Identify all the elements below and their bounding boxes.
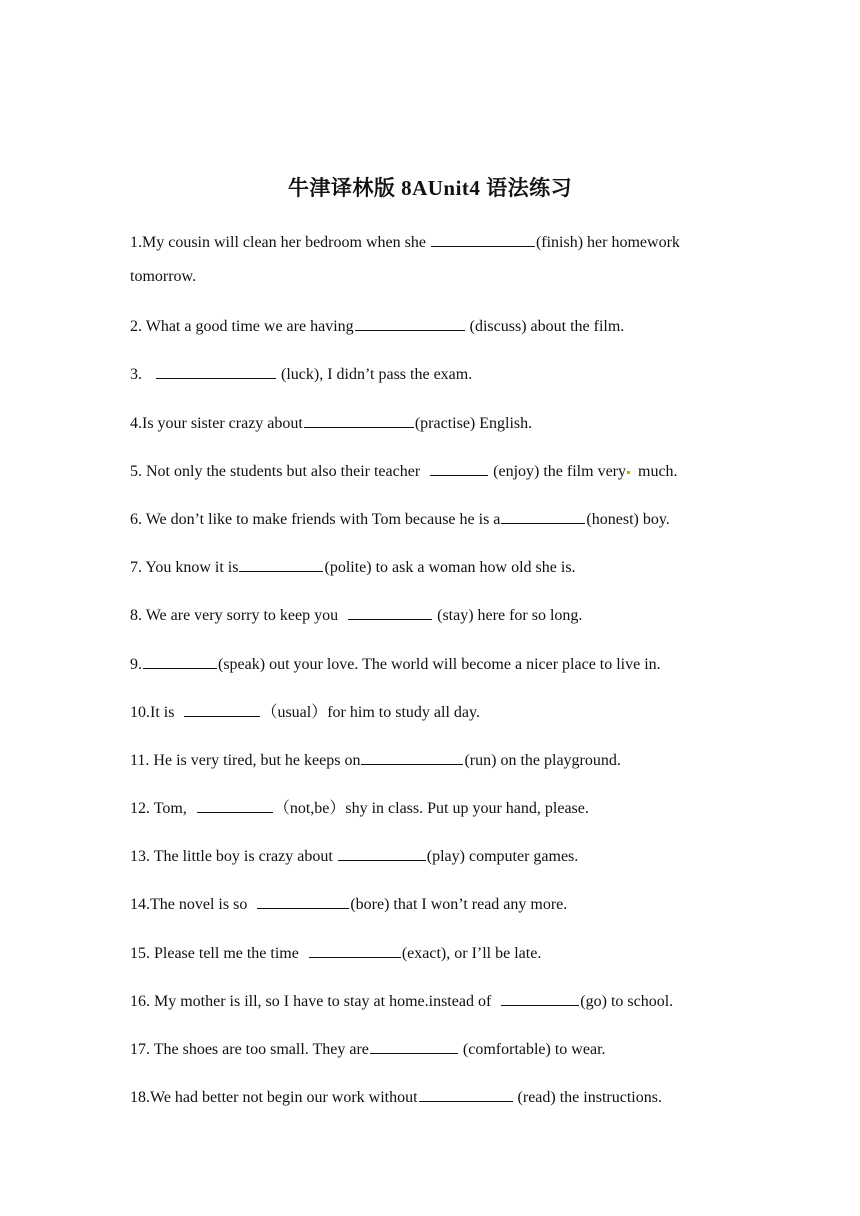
question-9: 9. (speak) out your love. The world will become a nicer place to live in. — [130, 651, 730, 675]
answer-blank[interactable] — [355, 313, 465, 331]
answer-blank[interactable] — [304, 410, 414, 428]
question-15: 15. Please tell me the time (exact), or I’ll be late. — [130, 940, 730, 964]
answer-blank[interactable] — [431, 229, 535, 247]
answer-blank[interactable] — [361, 747, 463, 765]
question-5: 5. Not only the students but also their teacher (enjoy) the film very much. — [130, 458, 730, 482]
question-17: 17. The shoes are too small. They are (comfortable) to wear. — [130, 1036, 730, 1060]
question-6: 6. We don’t like to make friends with Tom because he is a (honest) boy. — [130, 506, 730, 530]
answer-blank[interactable] — [257, 891, 349, 909]
answer-blank[interactable] — [239, 554, 323, 572]
question-11: 11. He is very tired, but he keeps on (run) on the playground. — [130, 747, 730, 771]
answer-blank[interactable] — [348, 602, 432, 620]
question-4: 4.Is your sister crazy about (practise) English. — [130, 410, 730, 434]
question-7: 7. You know it is (polite) to ask a woman how old she is. — [130, 554, 730, 578]
question-8: 8. We are very sorry to keep you (stay) here for so long. — [130, 602, 730, 626]
question-12: 12. Tom, （not,be）shy in class. Put up your hand, please. — [130, 795, 730, 819]
question-3: 3. (luck), I didn’t pass the exam. — [130, 361, 730, 385]
question-16: 16. My mother is ill, so I have to stay at home.instead of (go) to school. — [130, 988, 730, 1012]
edit-mark — [627, 471, 630, 474]
question-1: 1.My cousin will clean her bedroom when she (finish) her homework — [130, 229, 730, 253]
answer-blank[interactable] — [197, 795, 273, 813]
answer-blank[interactable] — [143, 651, 217, 669]
answer-blank[interactable] — [419, 1084, 513, 1102]
question-2: 2. What a good time we are having (discuss) about the film. — [130, 313, 730, 337]
answer-blank[interactable] — [309, 940, 401, 958]
question-14: 14.The novel is so (bore) that I won’t read any more. — [130, 891, 730, 915]
worksheet-title: 牛津译林版 8AUnit4 语法练习 — [287, 176, 573, 200]
answer-blank[interactable] — [430, 458, 488, 476]
answer-blank[interactable] — [501, 988, 579, 1006]
question-list — [130, 229, 730, 1132]
question-10: 10.It is （usual）for him to study all day. — [130, 699, 730, 723]
question-13: 13. The little boy is crazy about (play) computer games. — [130, 843, 730, 867]
answer-blank[interactable] — [370, 1036, 458, 1054]
question-18: 18.We had better not begin our work without (read) the instructions. — [130, 1084, 730, 1108]
answer-blank[interactable] — [338, 843, 426, 861]
question-1-continuation: tomorrow. — [130, 268, 197, 285]
answer-blank[interactable] — [156, 361, 276, 379]
answer-blank[interactable] — [184, 699, 260, 717]
answer-blank[interactable] — [501, 506, 585, 524]
